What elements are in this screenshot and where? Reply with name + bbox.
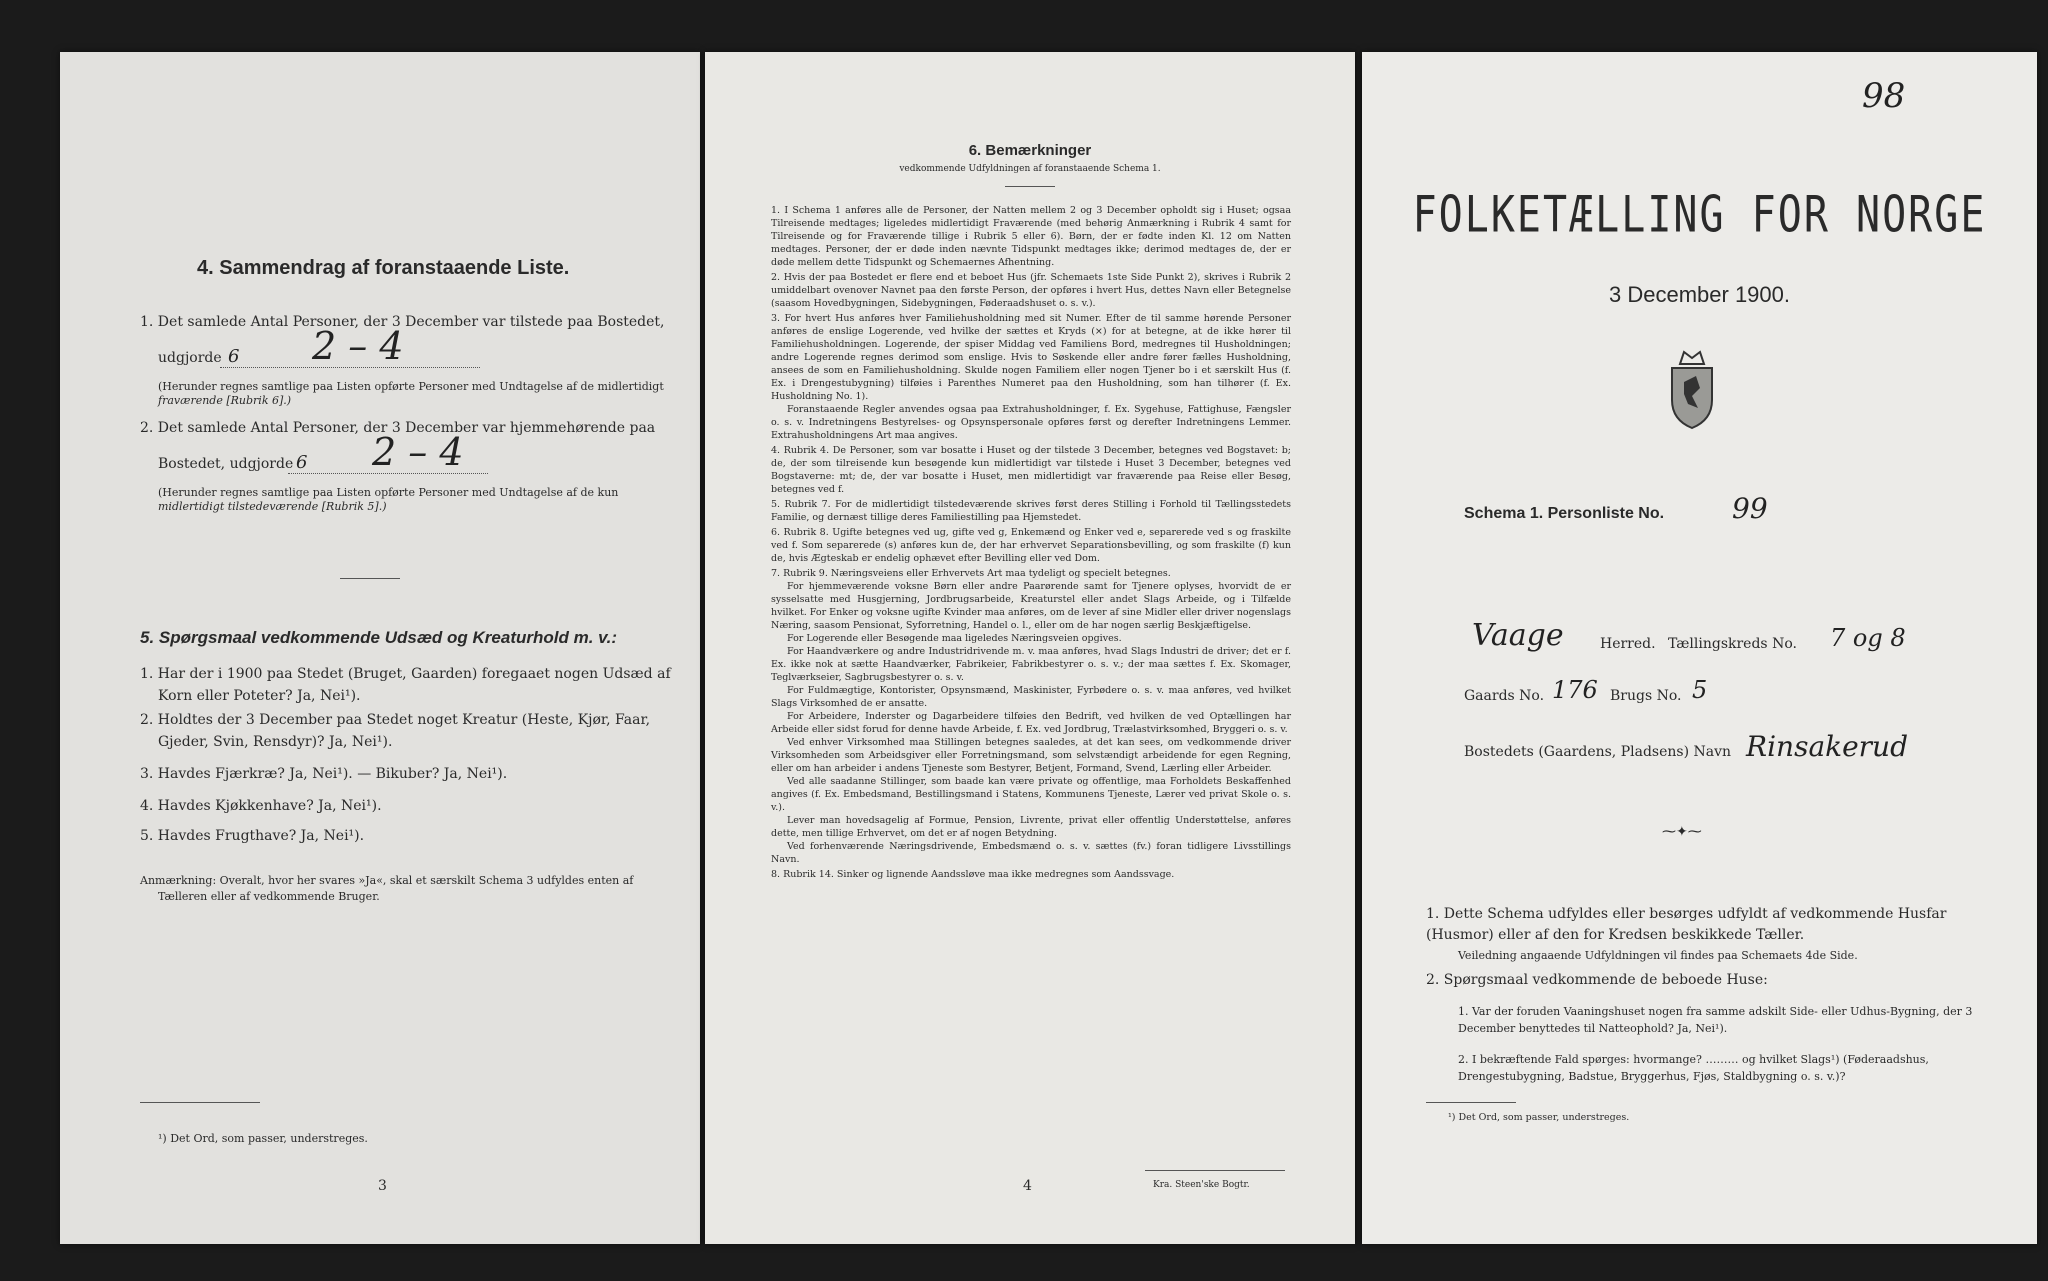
printer-rule bbox=[1145, 1170, 1285, 1171]
archive-number: 98 bbox=[1862, 76, 1906, 116]
bosted-label: Bostedets (Gaardens, Pladsens) Navn bbox=[1464, 744, 1732, 760]
remark-item: 7. Rubrik 9. Næringsveiens eller Erhvervets Art maa tydeligt og specielt betegnes. bbox=[771, 568, 1171, 579]
instruction-1: 1. Dette Schema udfyldes eller besørges udfyldt af vedkommende Husfar (Husmor) eller af den for Kredsen beskikkede Tæller. bbox=[1426, 906, 1947, 943]
footnote-rule-right bbox=[1426, 1102, 1516, 1103]
section-divider bbox=[340, 578, 400, 579]
remarks-title: 6. Bemærkninger bbox=[968, 142, 1092, 159]
title-rule bbox=[1005, 186, 1055, 187]
q1-hand-value: 2 – 4 bbox=[312, 324, 404, 368]
brugs-label: Brugs No. bbox=[1610, 688, 1682, 704]
page-number-left: 3 bbox=[378, 1178, 387, 1194]
form-date: 3 December 1900. bbox=[1609, 282, 1790, 307]
herred-label: Herred. bbox=[1600, 636, 1656, 652]
printer-name: Kra. Steen'ske Bogtr. bbox=[1153, 1180, 1250, 1190]
bosted-value: Rinsakerud bbox=[1746, 730, 1909, 763]
remark-item: Ved forhenværende Næringsdrivende, Embedsmænd o. s. v. sættes (fv.) foran tidligere Livsstillings Navn. bbox=[771, 841, 1291, 865]
q1-udgjorde: udgjorde bbox=[158, 350, 222, 366]
section4-title: 4. Sammendrag af foranstaaende Liste. bbox=[197, 257, 570, 279]
remark-item: 8. Rubrik 14. Sinker og lignende Aandssløve maa ikke medregnes som Aandssvage. bbox=[771, 869, 1175, 880]
s5-q3: 3. Havdes Fjærkræ? Ja, Nei¹). — Bikuber? Ja, Nei¹). bbox=[140, 766, 508, 782]
s5-q1a: 1. Har der i 1900 paa Stedet (Bruget, Gaarden) foregaaet nogen Udsæd af bbox=[140, 666, 671, 682]
remark-item: For Fuldmægtige, Kontorister, Opsynsmænd, Maskinister, Fyrbødere o. s. v. maa anføres, ved hvilket Slags Virksomhed de er ansatte. bbox=[771, 685, 1291, 709]
form-title: FOLKETÆLLING FOR NORGE bbox=[1412, 186, 1987, 244]
gaards-label: Gaards No. bbox=[1464, 688, 1545, 704]
remark-item: 2. Hvis der paa Bostedet er flere end et beboet Hus (jfr. Schemaets 1ste Side Punkt 2), skrives i Rubrik 2 umiddelbart ovenover Navnet paa den første Person, der opføres i hvert Hus, dettes Navn eller Betegnelse (saasom Hovedbygningen, Sidebygningen, Føderaadshuset o. s. v.). bbox=[771, 272, 1291, 309]
s5-q2a: 2. Holdtes der 3 December paa Stedet noget Kreatur (Heste, Kjør, Faar, bbox=[140, 712, 651, 728]
s5-q1b: Korn eller Poteter? Ja, Nei¹). bbox=[158, 688, 361, 704]
q1-text: 1. Det samlede Antal Personer, der 3 December var tilstede paa Bostedet, bbox=[140, 314, 665, 330]
schema-label: Schema 1. Personliste No. bbox=[1464, 505, 1665, 522]
q2-text: 2. Det samlede Antal Personer, der 3 December var hjemmehørende paa bbox=[140, 420, 656, 436]
personliste-number: 99 bbox=[1732, 492, 1768, 525]
instruction-2-2: 2. I bekræftende Fald spørges: hvormange? ……… og hvilket Slags¹) (Føderaadshus, Drengestubygning, Badstue, Bryggerhus, Fjøs, Staldbygning o. s. v.)? bbox=[1458, 1053, 1929, 1083]
gaards-value: 176 bbox=[1552, 676, 1598, 704]
section5-title: 5. Spørgsmaal vedkommende Udsæd og Kreaturhold m. v.: bbox=[140, 628, 618, 647]
instruction-2: 2. Spørgsmaal vedkommende de beboede Huse: bbox=[1426, 972, 1768, 988]
remark-item: 3. For hvert Hus anføres hver Familiehusholdning med sit Numer. Efter de til samme hørende Personer anføres de enslige Logerende, ved hvilke der sættes et Kryds (×) for at betegne, at de ikke hører til Familiehusholdningen. Logerende, der spiser Middag ved Familiens Bord, medregnes til Husholdningen; andre Logerende regnes derimod som enslige. Hvis to Søskende eller andre fører fælles Husholdning, ansees de som en Familiehusholdning. Skulde nogen Familiem eller nogen Tjener bo i et særskilt Hus (f. Ex. i Drengestubygning) tilføies i Parenthes Numeret paa den Husholdning, som han tilhører (f. Ex. Husholdning No. 1). bbox=[771, 313, 1291, 402]
page-number-middle: 4 bbox=[1023, 1178, 1032, 1194]
q1-note-a: (Herunder regnes samtlige paa Listen opførte Personer med Undtagelse af de midlertidigt bbox=[158, 380, 664, 393]
page-left bbox=[60, 52, 700, 1244]
anmaerkning-b: Tælleren eller af vedkommende Bruger. bbox=[158, 890, 380, 903]
instruction-1-note: Veiledning angaaende Udfyldningen vil findes paa Schemaets 4de Side. bbox=[1458, 949, 1858, 962]
remark-item: 4. Rubrik 4. De Personer, som var bosatte i Huset og der tilstede 3 December, betegnes ved Bogstavet: b; de, der som tilreisende kun besøgende kun midlertidigt var tilstede i Huset 3 December, betegnes ved Bogstaverne: mt; de, der var bosatte i Huset, men midlertidigt var fraværende paa Reise eller Besøg, betegnes ved f. bbox=[771, 445, 1291, 495]
remark-item: Foranstaaende Regler anvendes ogsaa paa Extrahusholdninger, f. Ex. Sygehuse, Fattighuse, Fængsler o. s. v. Indretningens Bestyrelses- og Opsynspersonale opføres først og derefter Indretningens Lemmer. Extrahusholdningens Art maa angives. bbox=[771, 404, 1291, 441]
footnote-right: ¹) Det Ord, som passer, understreges. bbox=[1448, 1112, 1630, 1123]
ornament-icon: ⁓✦⁓ bbox=[1662, 824, 1702, 840]
remarks-list bbox=[771, 202, 1291, 881]
page-middle bbox=[705, 52, 1355, 1244]
s5-q2b: Gjeder, Svin, Rensdyr)? Ja, Nei¹). bbox=[158, 734, 393, 750]
remark-item: For Arbeidere, Inderster og Dagarbeidere tilføies den Bedrift, ved hvilken de ved Optællingen har Arbeide eller sidst forud for denne havde Arbeide, f. Ex. ved Jordbrug, Trælastvirksomhed, Bryggeri o. s. v. bbox=[771, 711, 1291, 735]
footnote-rule bbox=[140, 1102, 260, 1103]
anmaerkning-a: Anmærkning: Overalt, hvor her svares »Ja«, skal et særskilt Schema 3 udfyldes enten af bbox=[140, 874, 634, 887]
instruction-2-1: 1. Var der foruden Vaaningshuset nogen fra samme adskilt Side- eller Udhus-Bygning, der 3 December benyttedes til Natteophold? Ja, Nei¹). bbox=[1458, 1005, 1973, 1035]
q2-note-a: (Herunder regnes samtlige paa Listen opførte Personer med Undtagelse af de kun bbox=[158, 486, 619, 499]
kreds-value: 7 og 8 bbox=[1830, 624, 1906, 652]
remark-item: Ved alle saadanne Stillinger, som baade kan være private og offentlige, maa Forholdets Beskaffenhed angives (f. Ex. Embedsmand, Bestillingsmand i Statens, Kommunens Tjeneste, Lærer ved privat Skole o. s. v.). bbox=[771, 776, 1291, 813]
remark-item: 6. Rubrik 8. Ugifte betegnes ved ug, gifte ved g, Enkemænd og Enker ved e, separerede ved s og fraskilte ved f. Som separerede (s) anføres kun de, der har erhvervet Separationsbevilling, og som fraskilte (f) kun de, hvis Ægteskab er endelig ophævet efter Bevilling eller ved Dom. bbox=[771, 527, 1291, 564]
kreds-label: Tællingskreds No. bbox=[1668, 636, 1797, 652]
remark-item: Lever man hovedsagelig af Formue, Pension, Livrente, privat eller offentlig Understøttelse, anføres dette, men tillige Erhvervet, om det er af nogen Betydning. bbox=[771, 815, 1291, 839]
footnote: ¹) Det Ord, som passer, understreges. bbox=[158, 1132, 368, 1145]
s5-q5: 5. Havdes Frugthave? Ja, Nei¹). bbox=[140, 828, 365, 844]
q2-note-b: midlertidigt tilstedeværende [Rubrik 5].) bbox=[158, 500, 387, 513]
page-right bbox=[1362, 52, 2037, 1244]
remarks-subtitle: vedkommende Udfyldningen af foranstaaende Schema 1. bbox=[899, 164, 1161, 174]
s5-q4: 4. Havdes Kjøkkenhave? Ja, Nei¹). bbox=[140, 798, 382, 814]
remark-item: For Logerende eller Besøgende maa ligeledes Næringsveien opgives. bbox=[787, 633, 1122, 644]
coat-of-arms-icon bbox=[1662, 342, 1722, 432]
remark-item: For Haandværkere og andre Industridrivende m. v. maa anføres, hvad Slags Industri de driver; det er f. Ex. ikke nok at sætte Haandværker, Fabrikeier, Fabrikbestyrer o. s. v.; der maa sættes f. Ex. Skomager, Teglværkseier, Sagbrugsbestyrer o. s. v. bbox=[771, 646, 1291, 683]
q2-hand-value: 2 – 4 bbox=[372, 430, 464, 474]
remark-item: Ved enhver Virksomhed maa Stillingen betegnes saaledes, at det kan sees, om vedkommende driver Virksomheden som Arbeidsgiver eller Forretningsmand, som selvstændigt arbeidende for egen Regning, eller om han arbeider i andens Tjeneste som Bestyrer, Betjent, Formand, Svend, Lærling eller Arbeider. bbox=[771, 737, 1291, 774]
remark-item: 5. Rubrik 7. For de midlertidigt tilstedeværende skrives først deres Stilling i Forhold til Tællingsstedets Familie, og dernæst tillige deres Familiestilling paa Hjemstedet. bbox=[771, 499, 1291, 523]
herred-value: Vaage bbox=[1472, 618, 1564, 653]
remark-item: 1. I Schema 1 anføres alle de Personer, der Natten mellem 2 og 3 December opholdt sig i Huset; ogsaa Tilreisende medtages; ligeledes midlertidigt Fraværende (med behørig Anmærkning i Rubrik 4 samt for Tilreisende og for Fraværende tillige i Rubrik 5 eller 6). Børn, der er fødte inden Kl. 12 om Natten medtages. Personer, der er døde inden nævnte Tidspunkt medtages ikke; derimod medtages de, der er døde mellem dette Tidspunkt og Schemaernes Afhentning. bbox=[771, 205, 1291, 268]
q2-bostedet: Bostedet, udgjorde bbox=[158, 456, 294, 472]
q1-printed-value: 6 bbox=[228, 346, 240, 367]
q2-printed-value: 6 bbox=[296, 452, 308, 473]
q1-note-b: fraværende [Rubrik 6].) bbox=[158, 394, 292, 407]
brugs-value: 5 bbox=[1692, 676, 1708, 704]
remark-item: For hjemmeværende voksne Børn eller andre Paarørende samt for Tjenere oplyses, hvorvidt de er sysselsatte med Husgjerning, Jordbrugsarbeide, Kreaturstel eller andet Slags Arbeide, og i Tilfælde hvilket. For Enker og voksne ugifte Kvinder maa anføres, om de lever af sine Midler eller driver nogenslags Næring, saasom Pensionat, Syforretning, Handel o. l., eller om de har nogen særlig Beskjæftigelse. bbox=[771, 581, 1291, 631]
